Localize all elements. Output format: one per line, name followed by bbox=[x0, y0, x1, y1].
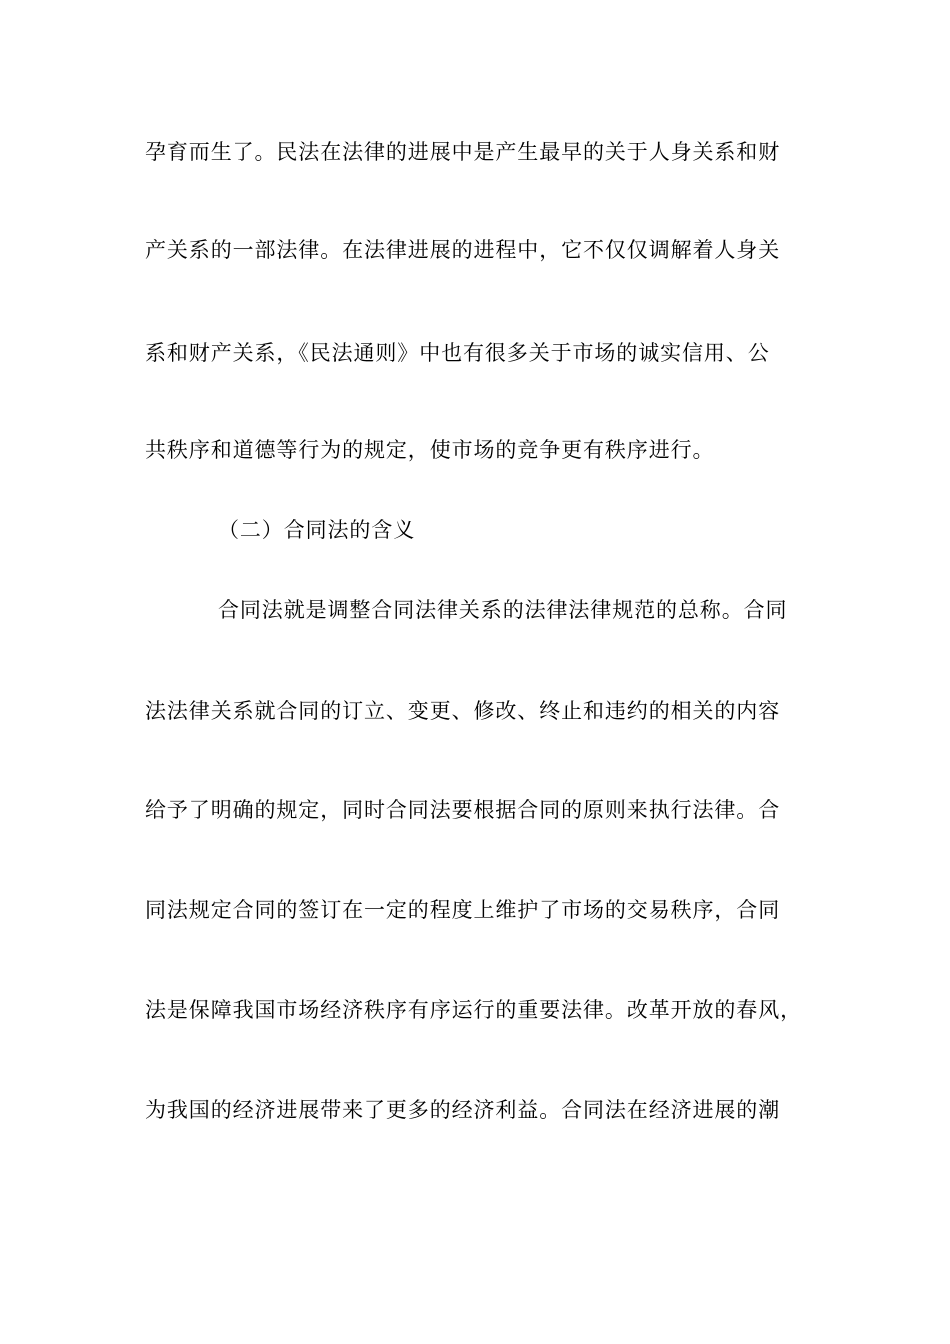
paragraph-line: 共秩序和道德等行为的规定，使市场的竞争更有秩序进行。 bbox=[145, 438, 715, 462]
paragraph-line: 给予了明确的规定，同时合同法要根据合同的原则来执行法律。合 bbox=[145, 798, 781, 822]
paragraph-line: 为我国的经济进展带来了更多的经济利益。合同法在经济进展的潮 bbox=[145, 1098, 781, 1122]
section-heading: （二）合同法的含义 bbox=[218, 518, 416, 542]
paragraph-line: 系和财产关系，《民法通则》中也有很多关于市场的诚实信用、公 bbox=[145, 341, 770, 365]
paragraph-line: 孕育而生了。民法在法律的进展中是产生最早的关于人身关系和财 bbox=[145, 140, 781, 164]
paragraph-line: 同法规定合同的签订在一定的程度上维护了市场的交易秩序，合同 bbox=[145, 898, 781, 922]
paragraph-line: 合同法就是调整合同法律关系的法律法律规范的总称。合同 bbox=[218, 598, 788, 622]
paragraph-line: 法是保障我国市场经济秩序有序运行的重要法律。改革开放的春风， bbox=[145, 998, 802, 1022]
paragraph-line: 法法律关系就合同的订立、变更、修改、终止和违约的相关的内容 bbox=[145, 699, 781, 723]
paragraph-line: 产关系的一部法律。在法律进展的进程中，它不仅仅调解着人身关 bbox=[145, 238, 781, 262]
